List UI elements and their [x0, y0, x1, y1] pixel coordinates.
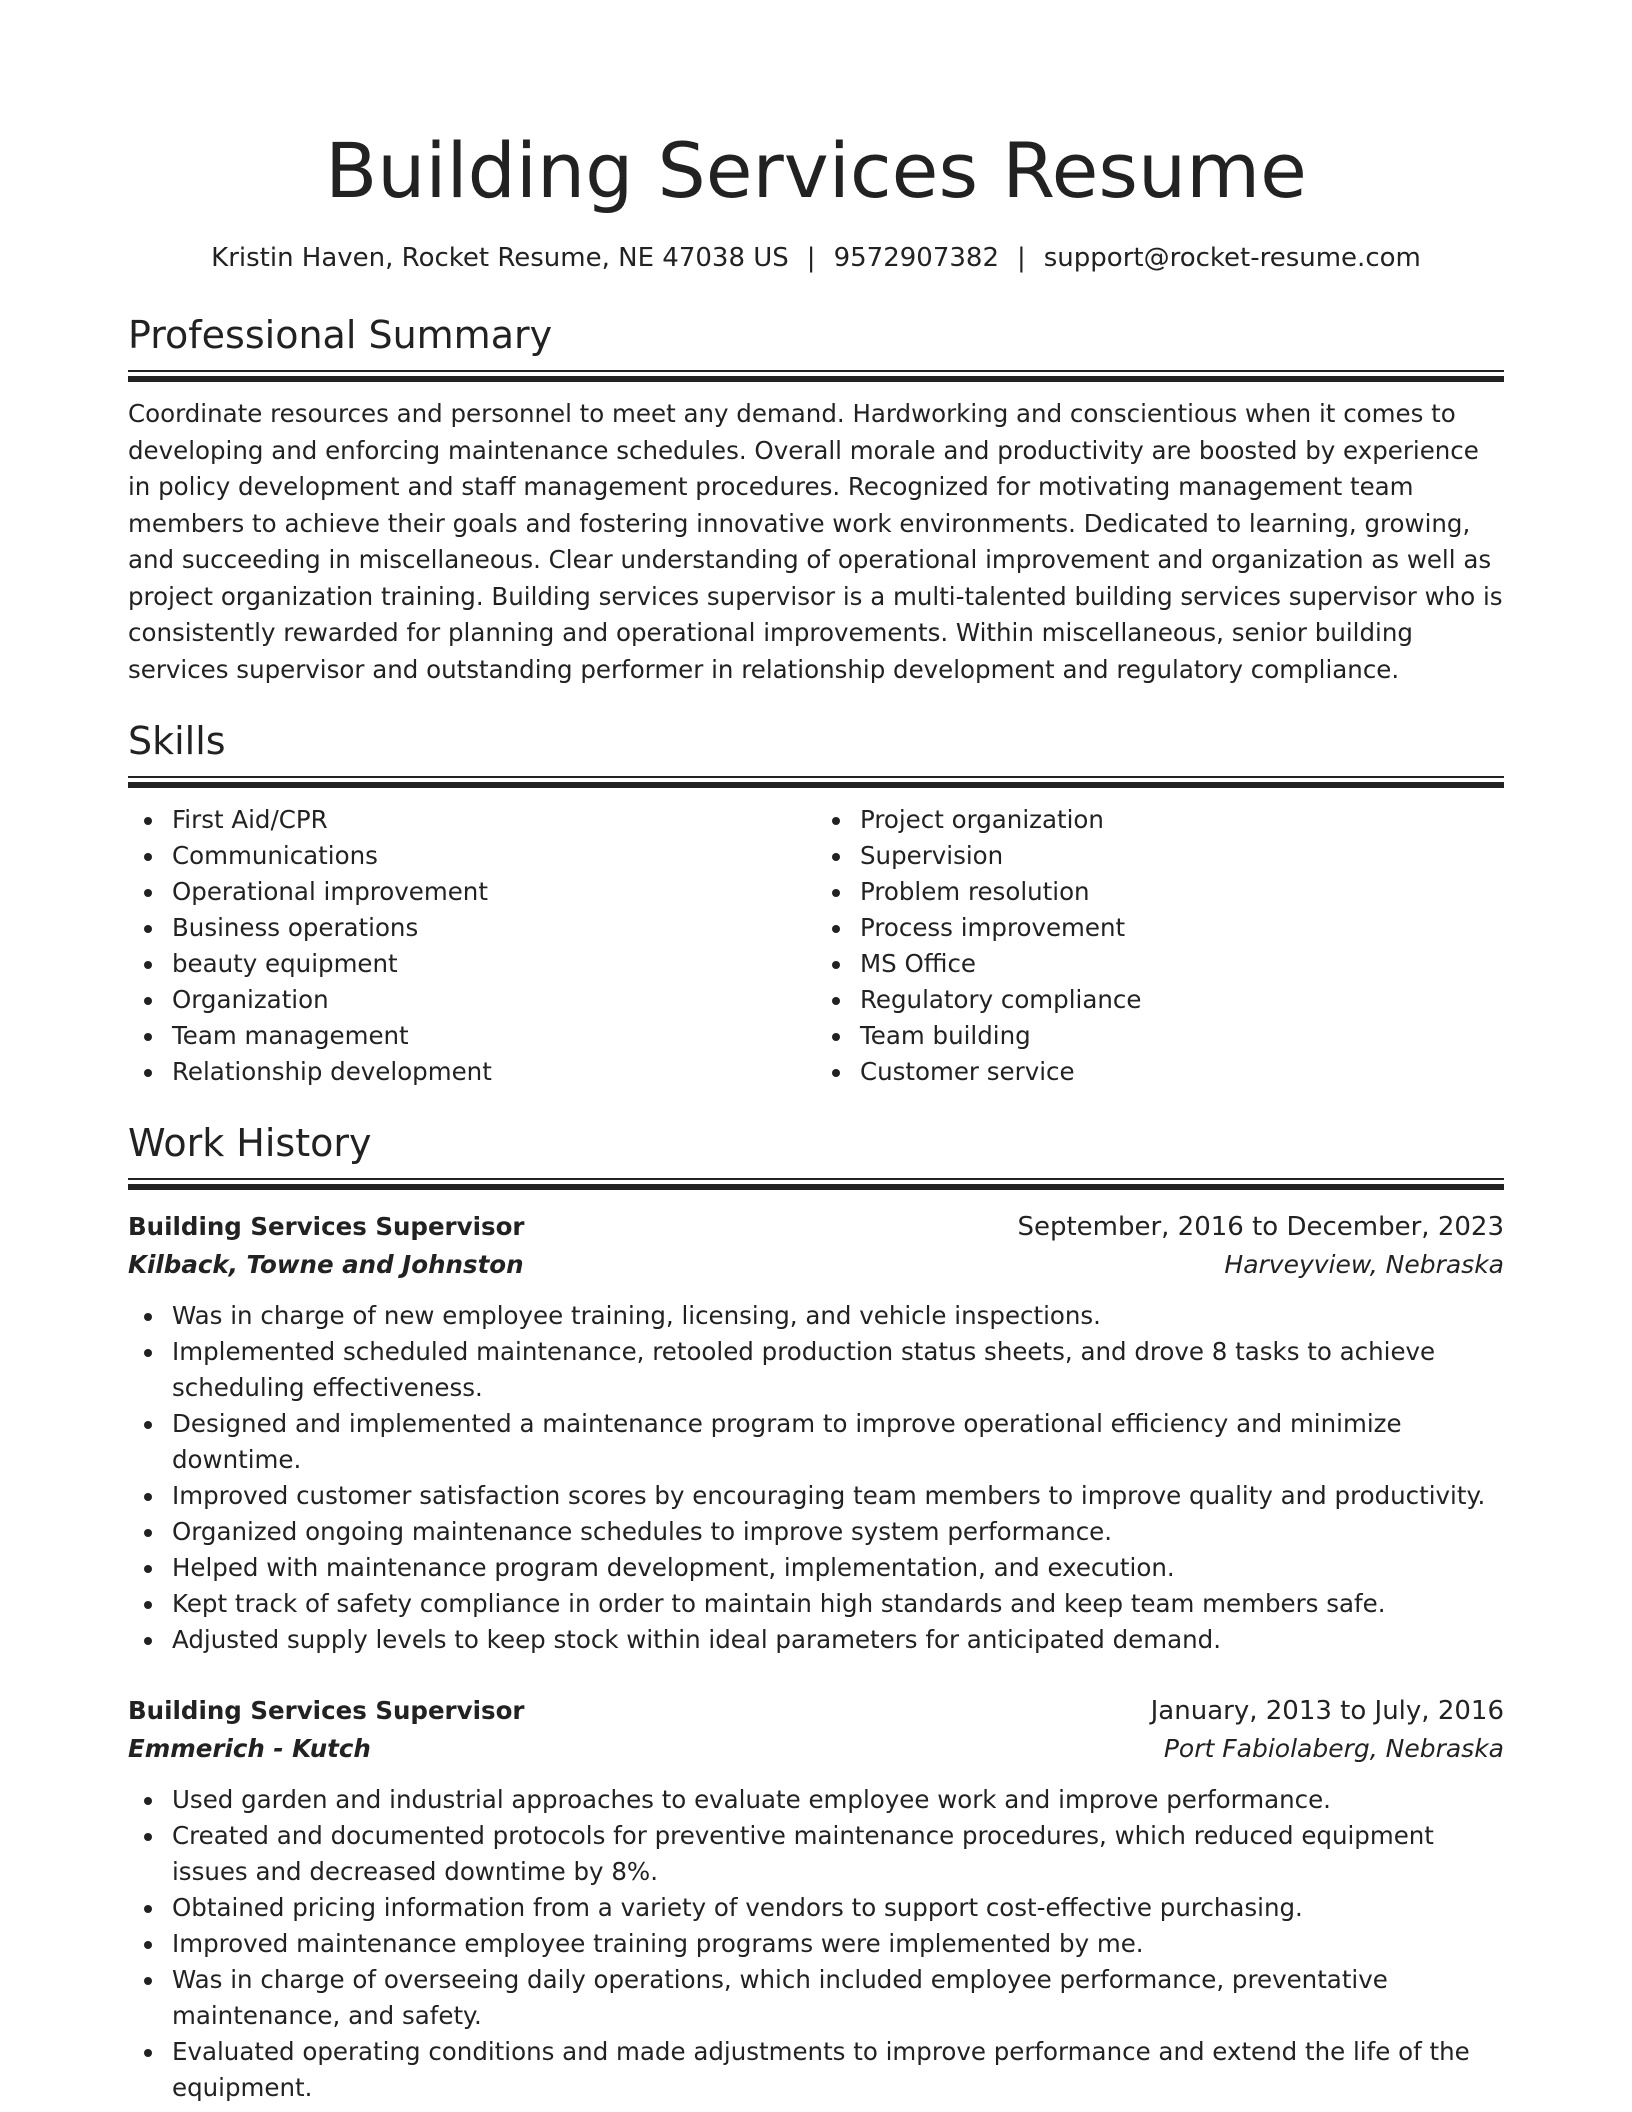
skill-item: Process improvement: [816, 910, 1504, 946]
contact-separator: |: [806, 243, 816, 273]
summary-heading: Professional Summary: [128, 313, 553, 357]
contact-email: support@rocket-resume.com: [1043, 243, 1421, 273]
contact-separator: |: [1016, 243, 1026, 273]
skill-item: Organization: [128, 982, 816, 1018]
job-title: Building Services Supervisor: [128, 1212, 525, 1241]
job-bullet: Used garden and industrial approaches to evaluate employee work and improve performance.: [128, 1782, 1504, 1818]
skill-item: Team management: [128, 1018, 816, 1054]
skill-item: Regulatory compliance: [816, 982, 1504, 1018]
job-bullet-list: [128, 1782, 1504, 2106]
skill-item: Communications: [128, 838, 816, 874]
job-title: Building Services Supervisor: [128, 1696, 525, 1725]
job-bullet: Implemented scheduled maintenance, retooled production status sheets, and drove 8 tasks to achieve scheduling effectiveness.: [128, 1334, 1504, 1406]
job-subheader-row: [128, 1730, 1504, 1768]
job-header-row: [128, 1692, 1504, 1730]
job-company: Emmerich - Kutch: [128, 1734, 371, 1763]
job-location: Harveyview, Nebraska: [1224, 1250, 1504, 1279]
skill-item: Supervision: [816, 838, 1504, 874]
skill-item: Project organization: [816, 802, 1504, 838]
skills-list-left: [128, 802, 816, 1090]
job-header-row: [128, 1208, 1504, 1246]
summary-text: Coordinate resources and personnel to meet any demand. Hardworking and conscientious when it comes to developing and enforcing maintenance schedules. Overall morale and productivity are boosted by experience in policy development and staff management procedures. Recognized for motivating management team members to achieve their goals and fostering innovative work environments. Dedicated to learning, growing, and succeeding in miscellaneous. Clear understanding of operational improvement and organization as well as project organization training. Building services supervisor is a multi-talented building services supervisor who is consistently rewarded for planning and operational improvements. Within miscellaneous, senior building services supervisor and outstanding performer in relationship development and regulatory compliance.: [128, 399, 1503, 684]
skill-item: Problem resolution: [816, 874, 1504, 910]
job-bullet: Created and documented protocols for preventive maintenance procedures, which reduced equipment issues and decreased downtime by 8%.: [128, 1818, 1504, 1890]
job-bullet: Kept track of safety compliance in order to maintain high standards and keep team members safe.: [128, 1586, 1504, 1622]
skills-heading: Skills: [128, 719, 226, 763]
job-location: Port Fabiolaberg, Nebraska: [1163, 1734, 1504, 1763]
skills-grid: [128, 802, 1504, 1090]
job-dates: January, 2013 to July, 2016: [1150, 1696, 1504, 1726]
contact-line: [128, 240, 1504, 276]
job-entry: [128, 1692, 1504, 2106]
work-history-section: [128, 1118, 1504, 2106]
job-company: Kilback, Towne and Johnston: [128, 1250, 524, 1279]
skills-section: [128, 716, 1504, 1090]
job-entry: [128, 1208, 1504, 1658]
skill-item: Operational improvement: [128, 874, 816, 910]
contact-address: Kristin Haven, Rocket Resume, NE 47038 US: [211, 243, 789, 273]
job-bullet: Obtained pricing information from a variety of vendors to support cost-effective purchasing.: [128, 1890, 1504, 1926]
job-bullet: Organized ongoing maintenance schedules to improve system performance.: [128, 1514, 1504, 1550]
skill-item: Customer service: [816, 1054, 1504, 1090]
job-bullet: Was in charge of new employee training, licensing, and vehicle inspections.: [128, 1298, 1504, 1334]
job-dates: September, 2016 to December, 2023: [1017, 1212, 1504, 1242]
skill-item: Business operations: [128, 910, 816, 946]
job-subheader-row: [128, 1246, 1504, 1284]
job-bullet: Improved maintenance employee training programs were implemented by me.: [128, 1926, 1504, 1962]
summary-section: [128, 310, 1504, 688]
job-bullet: Improved customer satisfaction scores by encouraging team members to improve quality and productivity.: [128, 1478, 1504, 1514]
section-divider: [128, 776, 1504, 788]
section-divider: [128, 370, 1504, 382]
job-bullet-list: [128, 1298, 1504, 1658]
job-bullet: Designed and implemented a maintenance program to improve operational efficiency and minimize downtime.: [128, 1406, 1504, 1478]
resume-title: Building Services Resume: [325, 126, 1307, 215]
job-bullet: Was in charge of overseeing daily operations, which included employee performance, preventative maintenance, and safety.: [128, 1962, 1504, 2034]
skill-item: beauty equipment: [128, 946, 816, 982]
skills-list-right: [816, 802, 1504, 1090]
skill-item: Team building: [816, 1018, 1504, 1054]
skill-item: First Aid/CPR: [128, 802, 816, 838]
job-bullet: Evaluated operating conditions and made adjustments to improve performance and extend the life of the equipment.: [128, 2034, 1504, 2106]
section-divider: [128, 1178, 1504, 1190]
job-bullet: Adjusted supply levels to keep stock within ideal parameters for anticipated demand.: [128, 1622, 1504, 1658]
skill-item: MS Office: [816, 946, 1504, 982]
skill-item: Relationship development: [128, 1054, 816, 1090]
job-bullet: Helped with maintenance program development, implementation, and execution.: [128, 1550, 1504, 1586]
contact-phone: 9572907382: [833, 243, 999, 273]
work-history-heading: Work History: [128, 1121, 372, 1165]
